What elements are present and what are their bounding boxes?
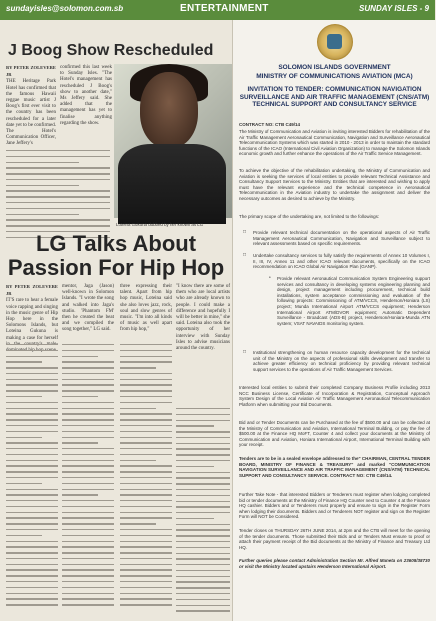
story2-column-4 xyxy=(176,284,230,404)
bullet-icon-1: □ xyxy=(243,230,247,235)
email-address: sundayisles@solomon.com.sb xyxy=(6,4,124,13)
story2-column-3 xyxy=(120,284,172,340)
lg-photo xyxy=(114,64,232,218)
scope-item-4: Institutional strengthening on human resource capacity development for the technical unit of the Ministry on the aspects of professional skills development and transfer to achieve greater efficiency on technical proficiency by providing relevant technical support services to the operations of Air Traffic Management Services. xyxy=(253,350,430,372)
story1-column-2 xyxy=(60,65,112,147)
headline-lg-line2: Passion For Hip Hop xyxy=(7,255,225,280)
story1-text-2: confirmed this last week to Sunday Isles. "The Hotel's management has rescheduled J Boog's show to another date," Ms Jeffery said. She added that the management has yet to finalise anything regarding the show. xyxy=(60,65,112,126)
tender-intro: The Ministry of Communication and Aviation is inviting interested Bidders for rehabilitation of the Air Traffic Management Aeronautical Communication, Navigation and Surveillance Aeronautical Telecommunication Systems which was started in 2010 - 2013 in order to maintain the standard functions of the ICAO (International Civil Aviation Organization) to manage the Solomon Islands economic growth and further enhance the operations of the Air Traffic Service Management. xyxy=(239,129,430,157)
page-header xyxy=(0,0,435,20)
tender-registration-note: Further Take Note - that interested Bidders or Tenderers must register when lodging completed bid or tender documents at the Ministry of Finance HQ Counter next to Counter 4 at the Finance HQ cashier. Bidders and or Tenderers must properly and ensure to sign in the Register Form when lodging their documents. Bidders and or Tenderers NOT register and sign on the Register Form will NOT be Considered. xyxy=(239,492,430,520)
section-title: ENTERTAINMENT xyxy=(180,3,269,14)
scope-item-3: Provide relevant Aeronautical Communication System Engineering support services and consultancy in developing systems engineering planning and design, project management including procurement, technical build installations, system acceptance commissioning and evaluation of the following projects: Commissioning of ATM/VCCS, Henderson/Honiara (LS) project; Munda International Airport ATM/VCCS equipment; Henderson International Airport ATM/DVOR equipment; Automatic Dependent Surveillance - Broadcast (ADS-B) project, Henderson/Honiara-Munda ATN system; VSAT NAVAIDS monitoring system. xyxy=(277,276,430,326)
tender-objective: To achieve the objective of the rehabilitation undertaking, the Ministry of Communication and Aviation is seeking the services of local entities to provide relevant Technical Assistance and Consultancy Support Services to the Ministry. Entities that are interested and wishing to apply must have the relevant experience and the technical competence in Aeronautical Telecommunication in the Aviation industry to undertake the assignment and deliver the necessary outcomes as desired to achieve by the Ministry. xyxy=(239,168,430,201)
headline-jboog: J Boog Show Rescheduled xyxy=(8,42,214,59)
ministry-name: MINISTRY OF COMMUNICATIONS AVIATION (MCA) xyxy=(256,73,413,80)
story2-column-1 xyxy=(6,284,58,340)
story2-text-1: IT'S rare to hear a female voice rapping and singing in the music genre of Hip Hop here in the Solomons Islands, but Loteina Gukuna is making a case for herself xyxy=(6,298,58,341)
scope-item-1: Provide relevant technical documentation on the operational aspects of Air Traffic Management Aeronautical Communication, Navigation and Surveillance subject to relevant assessments based on specific requirements. xyxy=(253,230,430,247)
contract-number: CONTRACT NO: CTB C49/14 xyxy=(239,122,301,127)
story2-column-2 xyxy=(62,284,114,340)
tender-scope-heading: The primary scope of the undertaking are, not limited to the followings: xyxy=(239,214,380,219)
story2-text-4: "I know there are some of them who are local artists who are already known to people. I could make a difference and hopefully I will be better in mine," she said. Loteina also took the opportunity of her interview with Sunday Isles to advise musicians around the country. xyxy=(176,284,230,352)
photo-caption: Loteina Gukuna dubbed by her known as LG xyxy=(116,222,204,227)
story2-text-2: mentor, Jaga (Jason) well-known in Solomon Islands. "I wrote the song and walked into Jaga's studio. 'Phantom FM' then he created the beat and we compiled the song together," LG said. xyxy=(62,284,114,333)
government-name: SOLOMON ISLANDS GOVERNMENT xyxy=(278,64,391,71)
tender-title: INVITATION TO TENDER: COMMUNICATION NAVIGATION SURVEILLANCE AND AIR TRAFFIC MANAGEMENT (CNS/ATM) TECHNICAL SUPPORT AND CONSULTANCY SERVICE xyxy=(239,86,430,109)
bullet-icon-2: □ xyxy=(243,253,247,258)
story1-column-1 xyxy=(6,65,56,147)
tender-envelope-instructions: Tenders are to be in a sealed envelope addressed to the" CHAIRMAN, CENTRAL TENDER BOARD, MINISTRY OF FINANCE & TREASURY" and marked "COMMUNICATION NAVIGATION SURVEILLANCE AND AIR TRAFFIC MANAGEMENT (CNS/ATM) TECHNICAL SUPPORT AND CONSULTANCY SERVICE. CONTRACT NO: CTB C49/14. xyxy=(239,456,431,478)
issue-page: SUNDAY ISLES - 9 xyxy=(359,4,429,13)
story2-body-col2 xyxy=(62,344,114,614)
bullet-icon-4: □ xyxy=(243,350,247,355)
government-crest-icon xyxy=(317,24,353,60)
story2-text-3: three expressing their talent. Apart from hip hop music, Loteina said she also loves jazz, rock, soul and slow genres of music. "I'm into all kinds of music as well apart from hip hop," xyxy=(120,284,172,333)
bullet-icon-3: • xyxy=(269,276,271,281)
tender-purchase-info: Bid and or Tender Documents can be Purchased at the fee of $500.00 and can be collected at the Ministry of Communication and Aviation, International Terminal Building, or pay the fee of $500.00 at the Finance HQ MoFT, Counter 4 and collect your documents at the Ministry of Communication and Aviation, Honiara International Airport, International Terminal Building with your receipt. xyxy=(239,420,430,448)
story2-byline: BY PETER ZOLEVERE JR xyxy=(6,284,58,297)
story1-continued-text xyxy=(6,150,110,238)
left-articles xyxy=(0,20,232,621)
scope-item-2: Undertake consultancy services to fully satisfy the requirements of Annex 10 Volumes I, II, III, IV, Annex 11 and other ICAO relevant documents, specifically on the ICAO recommendation on ICAO Global Air Navigation Plan (GANP). xyxy=(253,253,430,270)
story2-body-col3 xyxy=(120,344,172,614)
tender-contact: Further queries please contact Administration Section Mr. Alfred Maneta on 23608/38730 or visit the Ministry located upstairs Henderson International Airport. xyxy=(239,558,430,569)
tender-closing-date: Tender closes on THURSDAY 26TH JUNE 2014, at 2pm and the CTB will meet for the opening of the tender documents. Those submitted their Bids and or Tenders Must ensure to proof or attach their payment receipt of the Bid documents at the Ministry of Finance and Treasury Ltd HQ. xyxy=(239,528,430,550)
tender-notice xyxy=(232,20,436,621)
story2-body-col1 xyxy=(6,344,58,614)
tender-submission-requirements: Interested local entities to submit their completed Company Business Profile including 2013 NCC Business License, Certificate of Incorporation & Registration, Conceptual Approach System Design of the Local Aviation Air Traffic Management Aeronautical Telecommunication Platform when submitting your Bid Documents. xyxy=(239,385,430,407)
story1-byline: BY PETER ZOLEVERE JR xyxy=(6,65,56,78)
story2-body-col4 xyxy=(176,408,230,614)
headline-lg-line1: LG Talks About xyxy=(35,231,197,256)
story1-text-1: THE Heritage Park Hotel has confirmed that the famous Hawaii reggae music artist J Boog's first ever visit to the country has been rescheduled for a later date yet to be confirmed. The Hotel's Communication Officer, Jane Jeffery's xyxy=(6,79,56,147)
